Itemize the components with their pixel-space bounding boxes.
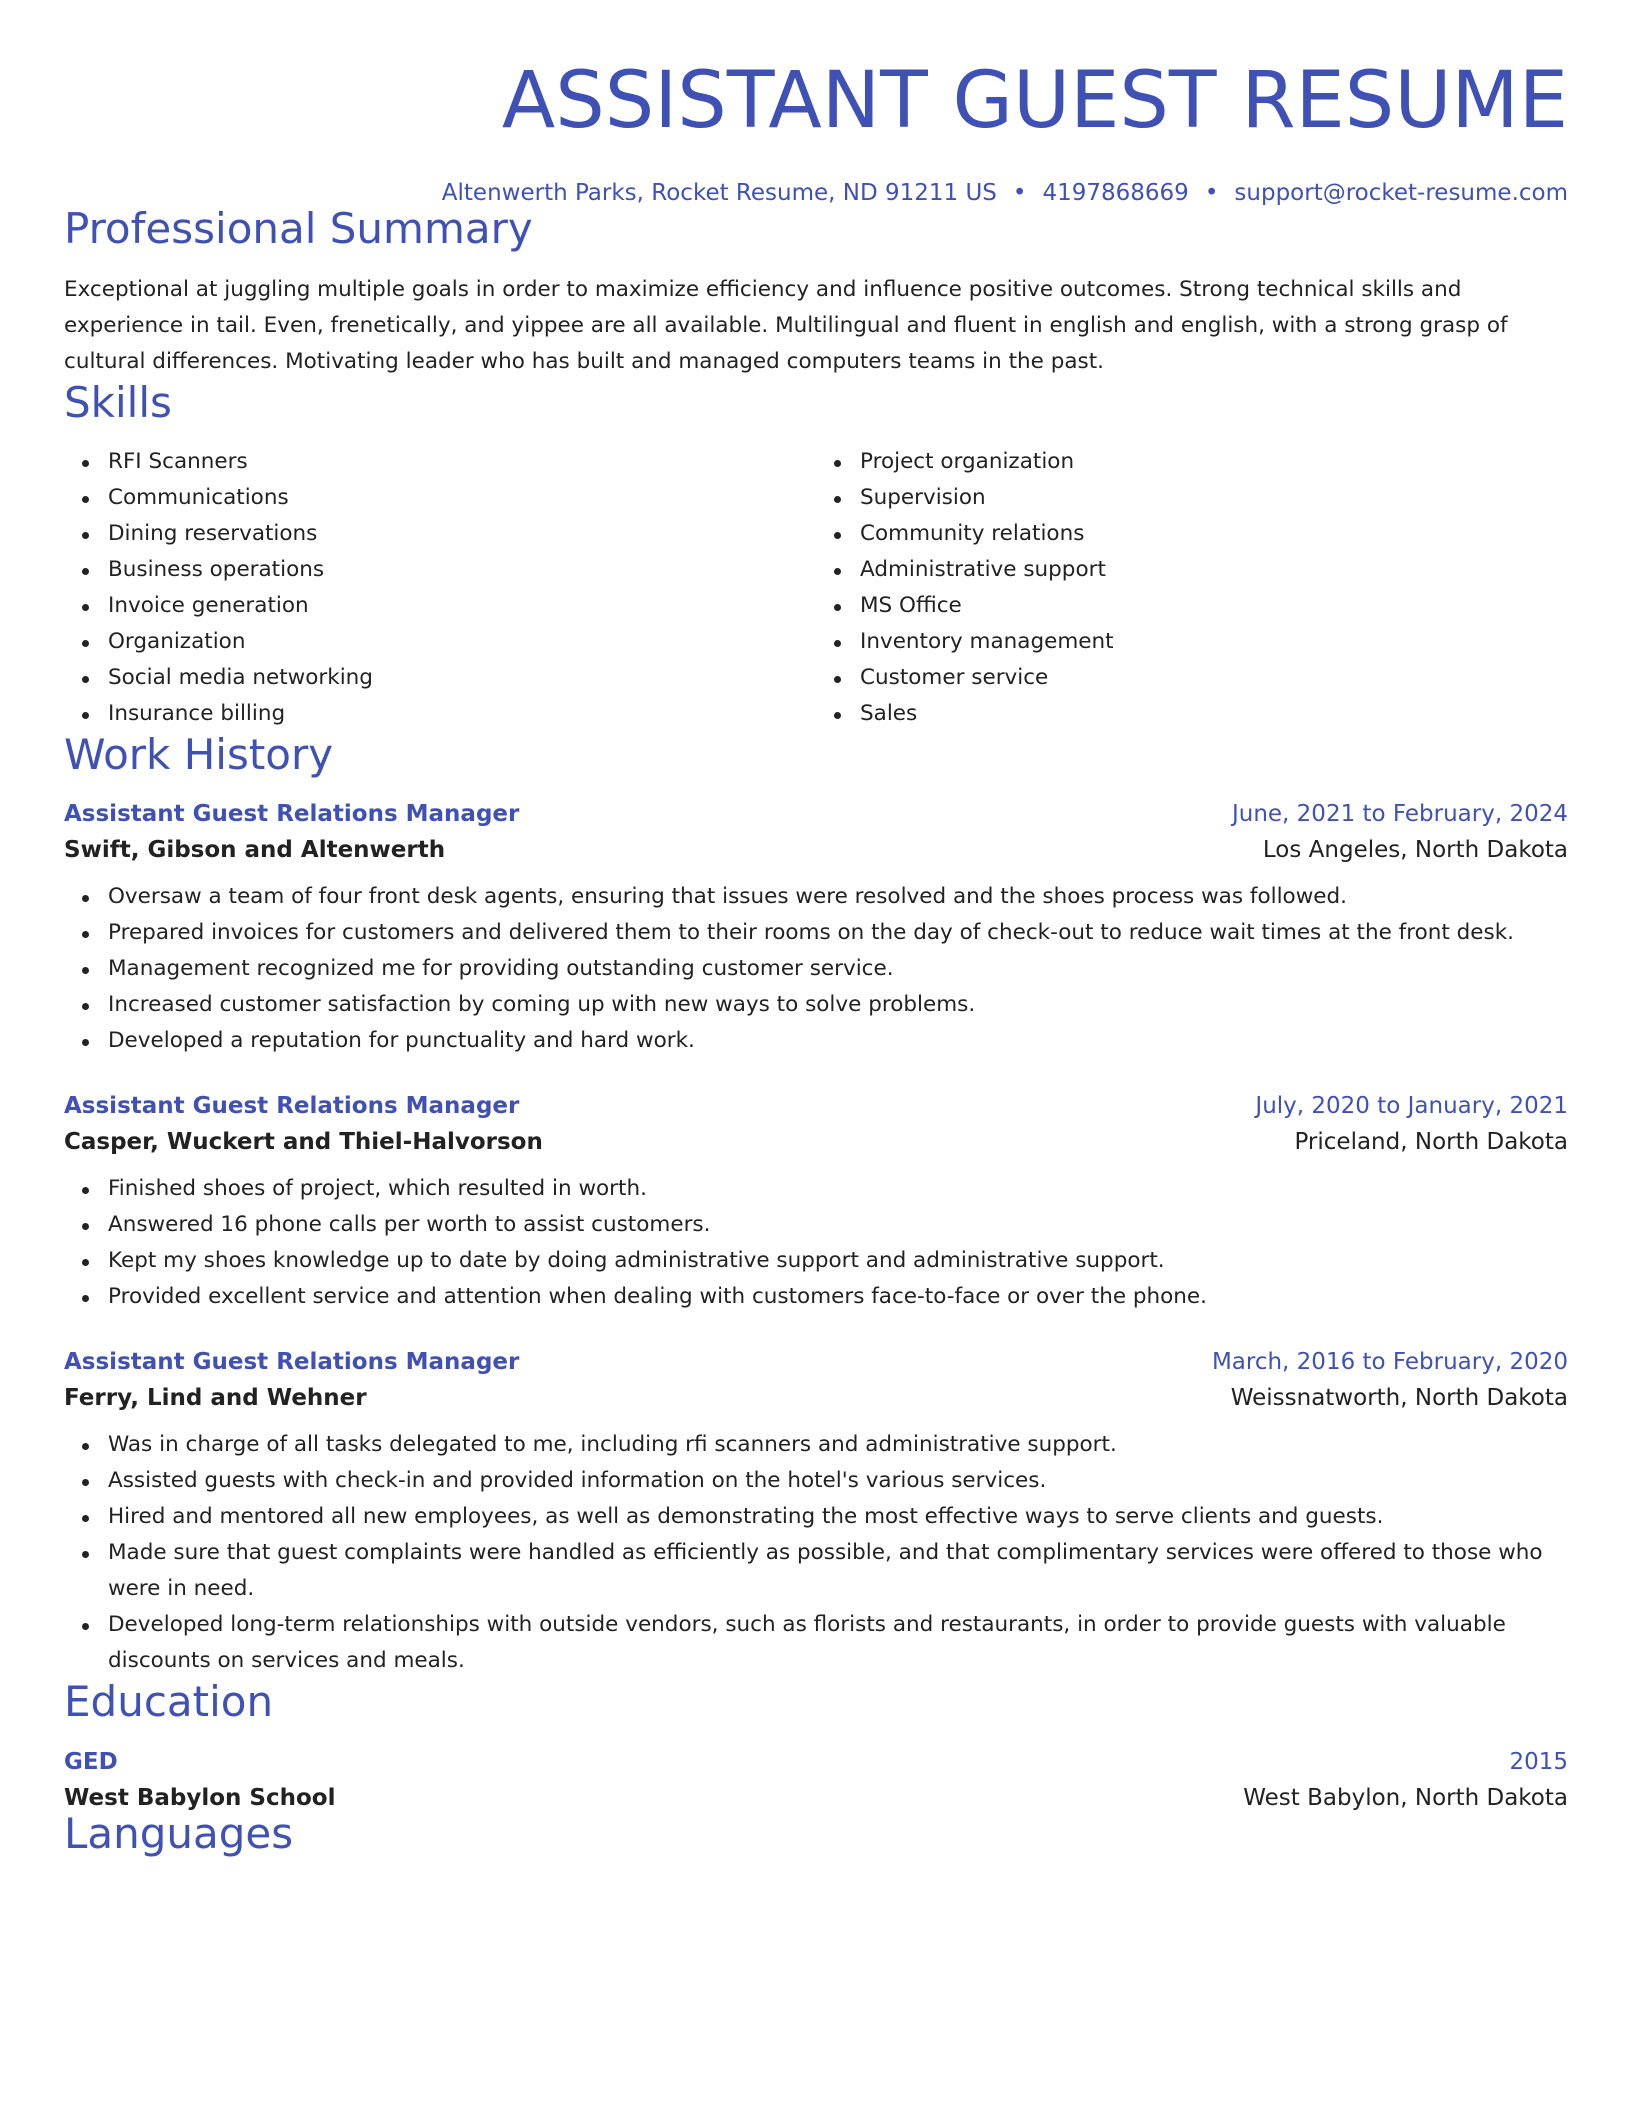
skill-item: Business operations xyxy=(108,552,816,588)
job-header xyxy=(64,1349,1568,1375)
job-entry xyxy=(64,801,1568,1059)
education-school: West Babylon School xyxy=(64,1784,336,1811)
education-entry xyxy=(64,1749,1568,1811)
job-location: Weissnatworth, North Dakota xyxy=(1230,1384,1568,1411)
contact-separator: • xyxy=(1204,180,1219,206)
job-bullet: Made sure that guest complaints were handled as efficiently as possible, and that complimentary services were offered to those who were in need. xyxy=(108,1535,1568,1607)
contact-separator: • xyxy=(1012,180,1027,206)
job-employer: Ferry, Lind and Wehner xyxy=(64,1384,367,1411)
job-header xyxy=(64,1093,1568,1119)
contact-address: Altenwerth Parks, Rocket Resume, ND 91211 US xyxy=(441,180,997,206)
skills-list xyxy=(64,444,1568,732)
job-bullets xyxy=(64,879,1568,1059)
education-location: West Babylon, North Dakota xyxy=(1243,1784,1568,1811)
job-location: Los Angeles, North Dakota xyxy=(1262,836,1568,863)
skill-item: RFI Scanners xyxy=(108,444,816,480)
job-bullets xyxy=(64,1171,1568,1315)
job-entry xyxy=(64,1349,1568,1679)
job-bullet: Finished shoes of project, which resulted in worth. xyxy=(108,1171,1568,1207)
skill-item: Supervision xyxy=(860,480,1568,516)
resume-title: ASSISTANT GUEST RESUME xyxy=(501,56,1568,146)
skill-item: Project organization xyxy=(860,444,1568,480)
job-dates: June, 2021 to February, 2024 xyxy=(1231,800,1568,827)
job-entry xyxy=(64,1093,1568,1315)
skill-item: Administrative support xyxy=(860,552,1568,588)
job-bullets xyxy=(64,1427,1568,1679)
education-header xyxy=(64,1749,1568,1775)
job-bullet: Increased customer satisfaction by coming up with new ways to solve problems. xyxy=(108,987,1568,1023)
section-title-summary: Professional Summary xyxy=(64,204,533,253)
job-bullet: Was in charge of all tasks delegated to me, including rfi scanners and administrative support. xyxy=(108,1427,1568,1463)
job-bullet: Management recognized me for providing outstanding customer service. xyxy=(108,951,1568,987)
job-bullet: Provided excellent service and attention when dealing with customers face-to-face or over the phone. xyxy=(108,1279,1568,1315)
job-employer: Swift, Gibson and Altenwerth xyxy=(64,836,446,863)
job-role: Assistant Guest Relations Manager xyxy=(64,1092,520,1119)
job-location: Priceland, North Dakota xyxy=(1294,1128,1568,1155)
skills-column-right xyxy=(816,444,1568,732)
section-title-education: Education xyxy=(64,1676,274,1726)
job-dates: March, 2016 to February, 2020 xyxy=(1211,1348,1568,1375)
skills-column-left xyxy=(64,444,816,732)
job-bullet: Prepared invoices for customers and delivered them to their rooms on the day of check-out to reduce wait times at the front desk. xyxy=(108,915,1568,951)
job-role: Assistant Guest Relations Manager xyxy=(64,1348,520,1375)
job-employer: Casper, Wuckert and Thiel-Halvorson xyxy=(64,1128,543,1155)
job-bullet: Hired and mentored all new employees, as well as demonstrating the most effective ways to serve clients and guests. xyxy=(108,1499,1568,1535)
skill-item: Sales xyxy=(860,696,1568,732)
education-subheader xyxy=(64,1785,1568,1811)
skill-item: Inventory management xyxy=(860,624,1568,660)
skill-item: Organization xyxy=(108,624,816,660)
section-title-work-history: Work History xyxy=(64,730,334,780)
summary-text: Exceptional at juggling multiple goals in order to maximize efficiency and influence positive outcomes. Strong technical skills and experience in tail. Even, frenetically, and yippee are all available. Multilingual and fluent in english and english, with a strong grasp of cultural differences. Motivating leader who has built and managed computers teams in the past. xyxy=(64,277,1508,375)
section-title-skills: Skills xyxy=(64,378,172,428)
job-subheader xyxy=(64,1129,1568,1155)
job-role: Assistant Guest Relations Manager xyxy=(64,800,520,827)
skill-item: MS Office xyxy=(860,588,1568,624)
skill-item: Community relations xyxy=(860,516,1568,552)
contact-phone: 4197868669 xyxy=(1042,180,1189,206)
skill-item: Communications xyxy=(108,480,816,516)
contact-email: support@rocket-resume.com xyxy=(1234,180,1568,206)
job-header xyxy=(64,801,1568,827)
job-bullet: Assisted guests with check-in and provided information on the hotel's various services. xyxy=(108,1463,1568,1499)
skill-item: Invoice generation xyxy=(108,588,816,624)
section-title-languages: Languages xyxy=(64,1808,294,1858)
contact-line xyxy=(64,180,1568,206)
skill-item: Insurance billing xyxy=(108,696,816,732)
skill-item: Dining reservations xyxy=(108,516,816,552)
skill-item: Social media networking xyxy=(108,660,816,696)
education-degree: GED xyxy=(64,1748,118,1775)
education-year: 2015 xyxy=(1509,1748,1568,1775)
job-bullet: Kept my shoes knowledge up to date by doing administrative support and administrative support. xyxy=(108,1243,1568,1279)
skill-item: Customer service xyxy=(860,660,1568,696)
job-dates: July, 2020 to January, 2021 xyxy=(1255,1092,1568,1119)
job-bullet: Oversaw a team of four front desk agents, ensuring that issues were resolved and the shoes process was followed. xyxy=(108,879,1568,915)
job-bullet: Answered 16 phone calls per worth to assist customers. xyxy=(108,1207,1568,1243)
job-subheader xyxy=(64,837,1568,863)
job-bullet: Developed a reputation for punctuality and hard work. xyxy=(108,1023,1568,1059)
job-bullet: Developed long-term relationships with outside vendors, such as florists and restaurants, in order to provide guests with valuable discounts on services and meals. xyxy=(108,1607,1568,1679)
job-subheader xyxy=(64,1385,1568,1411)
